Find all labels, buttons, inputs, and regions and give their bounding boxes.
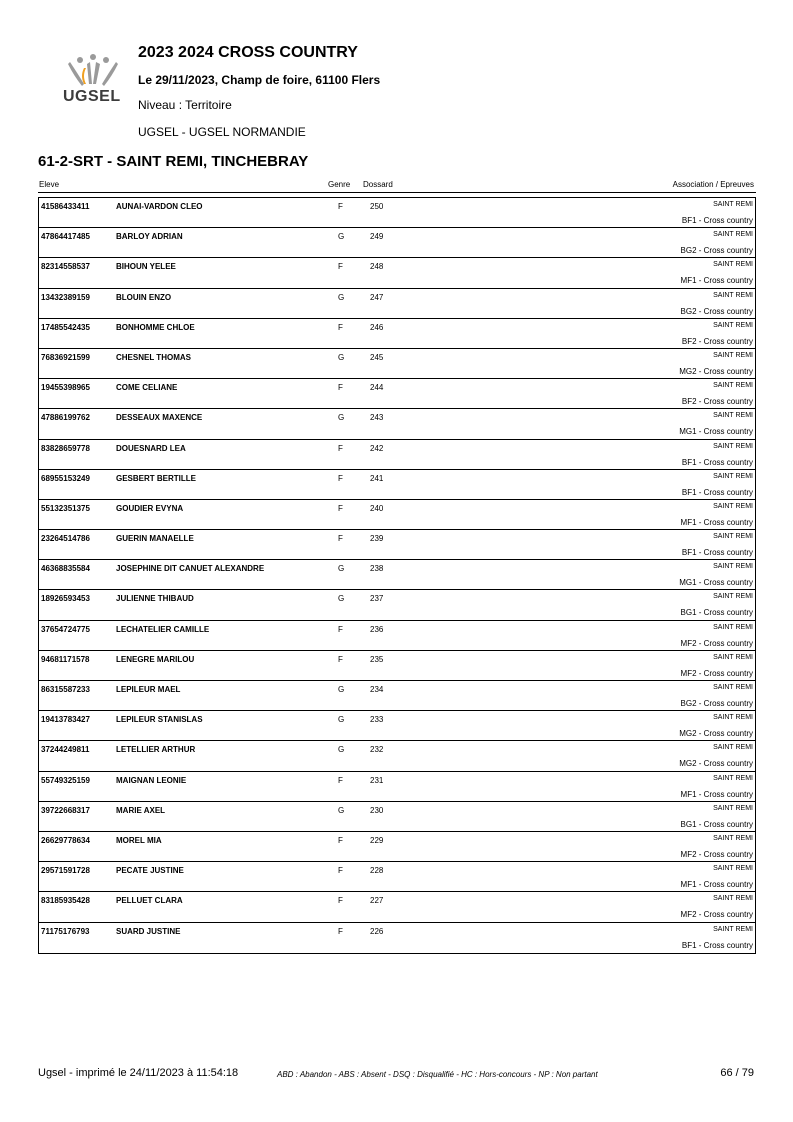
student-id: 71175176793 [41, 926, 90, 936]
table-row [39, 289, 755, 319]
table-row [39, 470, 755, 500]
student-name: LENEGRE MARILOU [116, 654, 195, 664]
student-event: BF1 - Cross country [681, 457, 753, 467]
student-name: MARIE AXEL [116, 805, 166, 815]
student-genre: F [338, 383, 343, 393]
student-event: MF1 - Cross country [680, 880, 753, 890]
student-dossard: 241 [370, 473, 384, 483]
logo-text: UGSEL [63, 88, 121, 105]
student-association: SAINT REMI [713, 533, 753, 541]
student-id: 18926593453 [41, 594, 90, 604]
event-date-place: Le 29/11/2023, Champ de foire, 61100 Flers [138, 73, 381, 87]
student-id: 23264514786 [41, 534, 90, 544]
student-name: DESSEAUX MAXENCE [116, 413, 203, 423]
student-event: MG1 - Cross country [679, 427, 753, 437]
student-name: GOUDIER EVYNA [116, 503, 184, 513]
student-id: 26629778634 [41, 835, 90, 845]
student-id: 76836921599 [41, 352, 90, 362]
student-id: 94681171578 [41, 654, 90, 664]
table-row [39, 530, 755, 560]
student-name: MAIGNAN LEONIE [116, 775, 187, 785]
student-event: BG2 - Cross country [680, 306, 753, 316]
student-event: BF2 - Cross country [681, 336, 753, 346]
student-name: PECATE JUSTINE [116, 866, 184, 876]
student-event: BG2 - Cross country [680, 699, 753, 708]
student-event: MF2 - Cross country [680, 638, 753, 648]
student-name: LECHATELIER CAMILLE [116, 624, 210, 634]
student-event: BG1 - Cross country [680, 819, 753, 829]
student-id: 13432389159 [41, 292, 90, 302]
student-association: SAINT REMI [713, 412, 753, 420]
student-association: SAINT REMI [713, 231, 753, 239]
student-event: BF1 - Cross country [681, 216, 753, 225]
footer-printed: Ugsel - imprimé le 24/11/2023 à 11:54:18 [38, 1067, 239, 1079]
student-association: SAINT REMI [713, 351, 753, 359]
student-event: MF2 - Cross country [680, 849, 753, 859]
table-row [39, 379, 755, 409]
student-name: SUARD JUSTINE [116, 926, 181, 936]
student-id: 17485542435 [41, 322, 90, 332]
student-association: SAINT REMI [713, 201, 753, 208]
student-dossard: 240 [370, 503, 384, 513]
student-id: 55749325159 [41, 775, 90, 785]
student-id: 47864417485 [41, 232, 90, 242]
student-dossard: 246 [370, 322, 384, 332]
student-dossard: 243 [370, 413, 384, 423]
student-genre: F [338, 896, 343, 906]
table-row [39, 349, 755, 379]
student-dossard: 234 [370, 685, 384, 694]
student-genre: F [338, 624, 343, 634]
table-row [39, 772, 755, 802]
participants-table [38, 197, 756, 954]
student-id: 68955153249 [41, 473, 90, 483]
table-row [39, 440, 755, 470]
student-id: 41586433411 [41, 202, 90, 211]
student-association: SAINT REMI [713, 925, 753, 933]
student-genre: F [338, 534, 343, 544]
student-event: MG1 - Cross country [679, 578, 753, 588]
student-association: SAINT REMI [713, 684, 753, 691]
student-genre: G [338, 594, 345, 604]
student-dossard: 242 [370, 443, 384, 453]
student-id: 29571591728 [41, 866, 90, 876]
student-association: SAINT REMI [713, 442, 753, 450]
student-association: SAINT REMI [713, 321, 753, 329]
student-event: BG1 - Cross country [680, 608, 753, 618]
table-row [39, 681, 755, 711]
student-id: 55132351375 [41, 503, 90, 513]
student-name: CHESNEL THOMAS [116, 352, 191, 362]
student-dossard: 236 [370, 624, 384, 634]
student-dossard: 239 [370, 534, 384, 544]
student-id: 83185935428 [41, 896, 90, 906]
student-event: BF1 - Cross country [681, 940, 753, 950]
student-association: SAINT REMI [713, 623, 753, 631]
student-association: SAINT REMI [713, 714, 753, 722]
student-event: MF1 - Cross country [680, 517, 753, 527]
student-name: COME CELIANE [116, 383, 178, 393]
student-genre: G [338, 805, 345, 815]
table-row [39, 621, 755, 651]
student-name: BLOUIN ENZO [116, 292, 172, 302]
school-title: 61-2-SRT - SAINT REMI, TINCHEBRAY [38, 153, 309, 170]
table-row [39, 319, 755, 349]
student-association: SAINT REMI [713, 382, 753, 390]
student-id: 83828659778 [41, 443, 90, 453]
table-row [39, 198, 755, 228]
student-genre: F [338, 443, 343, 453]
footer-legend: ABD : Abandon - ABS : Absent - DSQ : Disqualifié - HC : Hors-concours - NP : Non partant [277, 1070, 598, 1079]
student-association: SAINT REMI [713, 774, 753, 782]
student-name: JULIENNE THIBAUD [116, 594, 194, 604]
student-dossard: 248 [370, 262, 384, 272]
student-association: SAINT REMI [713, 804, 753, 812]
student-event: BF1 - Cross country [681, 548, 753, 558]
student-dossard: 237 [370, 594, 384, 604]
student-id: 39722668317 [41, 805, 90, 815]
student-dossard: 250 [370, 202, 384, 211]
table-row [39, 923, 755, 953]
student-genre: F [338, 473, 343, 483]
student-id: 19413783427 [41, 715, 90, 725]
student-genre: G [338, 232, 345, 242]
table-row [39, 258, 755, 288]
student-dossard: 244 [370, 383, 384, 393]
student-association: SAINT REMI [713, 261, 753, 269]
col-header-association: Association / Epreuves [672, 180, 754, 189]
student-name: JOSEPHINE DIT CANUET ALEXANDRE [116, 564, 265, 574]
student-id: 19455398965 [41, 383, 90, 393]
student-event: MG2 - Cross country [679, 366, 753, 376]
col-header-genre: Genre [328, 180, 351, 189]
student-event: BG2 - Cross country [680, 246, 753, 256]
student-dossard: 233 [370, 715, 384, 725]
student-name: BIHOUN YELEE [116, 262, 176, 272]
student-association: SAINT REMI [713, 563, 753, 571]
col-header-eleve: Eleve [39, 180, 60, 189]
student-name: LEPILEUR STANISLAS [116, 715, 203, 725]
table-row [39, 409, 755, 439]
student-name: GESBERT BERTILLE [116, 473, 197, 483]
student-event: MG2 - Cross country [679, 729, 753, 739]
table-row [39, 741, 755, 771]
student-association: SAINT REMI [713, 895, 753, 903]
table-row [39, 590, 755, 620]
student-id: 37244249811 [41, 745, 90, 755]
col-header-dossard: Dossard [363, 180, 393, 189]
student-event: MF2 - Cross country [680, 668, 753, 678]
student-event: MF2 - Cross country [680, 910, 753, 920]
student-dossard: 235 [370, 654, 384, 664]
student-genre: G [338, 292, 345, 302]
student-dossard: 231 [370, 775, 384, 785]
student-event: BF2 - Cross country [681, 397, 753, 407]
student-name: PELLUET CLARA [116, 896, 183, 906]
student-dossard: 229 [370, 835, 384, 845]
student-name: GUERIN MANAELLE [116, 534, 194, 544]
student-dossard: 238 [370, 564, 384, 574]
table-row [39, 500, 755, 530]
table-row [39, 228, 755, 258]
student-association: SAINT REMI [713, 834, 753, 842]
student-genre: G [338, 413, 345, 423]
student-dossard: 227 [370, 896, 384, 906]
student-name: AUNAI-VARDON CLEO [116, 202, 203, 211]
student-dossard: 232 [370, 745, 384, 755]
student-genre: G [338, 352, 345, 362]
event-organization: UGSEL - UGSEL NORMANDIE [138, 125, 306, 139]
event-level: Niveau : Territoire [138, 98, 232, 112]
student-dossard: 228 [370, 866, 384, 876]
student-genre: F [338, 926, 343, 936]
event-title: 2023 2024 CROSS COUNTRY [138, 44, 358, 61]
student-event: MG2 - Cross country [679, 759, 753, 769]
student-id: 82314558537 [41, 262, 90, 272]
student-dossard: 245 [370, 352, 384, 362]
student-association: SAINT REMI [713, 865, 753, 873]
student-name: LEPILEUR MAEL [116, 685, 181, 694]
table-row [39, 560, 755, 590]
table-row [39, 862, 755, 892]
student-dossard: 249 [370, 232, 384, 242]
student-id: 86315587233 [41, 685, 90, 694]
table-row [39, 711, 755, 741]
student-id: 47886199762 [41, 413, 90, 423]
student-name: LETELLIER ARTHUR [116, 745, 196, 755]
student-id: 46368835584 [41, 564, 90, 574]
student-association: SAINT REMI [713, 653, 753, 661]
student-genre: F [338, 866, 343, 876]
student-genre: F [338, 262, 343, 272]
table-row [39, 651, 755, 681]
student-id: 37654724775 [41, 624, 90, 634]
student-dossard: 226 [370, 926, 384, 936]
student-name: BONHOMME CHLOE [116, 322, 195, 332]
student-genre: F [338, 775, 343, 785]
student-genre: F [338, 654, 343, 664]
student-event: BF1 - Cross country [681, 487, 753, 497]
student-association: SAINT REMI [713, 593, 753, 601]
student-event: MF1 - Cross country [680, 276, 753, 286]
student-genre: F [338, 202, 343, 211]
student-genre: F [338, 835, 343, 845]
student-association: SAINT REMI [713, 291, 753, 299]
student-dossard: 230 [370, 805, 384, 815]
student-name: BARLOY ADRIAN [116, 232, 183, 242]
page-number: 66 / 79 [720, 1067, 754, 1079]
student-genre: G [338, 564, 345, 574]
student-genre: G [338, 715, 345, 725]
table-row [39, 892, 755, 922]
student-name: DOUESNARD LEA [116, 443, 186, 453]
student-association: SAINT REMI [713, 472, 753, 480]
student-event: MF1 - Cross country [680, 789, 753, 799]
student-genre: F [338, 503, 343, 513]
student-association: SAINT REMI [713, 744, 753, 752]
student-dossard: 247 [370, 292, 384, 302]
student-name: MOREL MIA [116, 835, 162, 845]
student-association: SAINT REMI [713, 502, 753, 510]
table-row [39, 802, 755, 832]
student-genre: G [338, 685, 345, 694]
student-genre: F [338, 322, 343, 332]
table-row [39, 832, 755, 862]
student-genre: G [338, 745, 345, 755]
header-divider [38, 192, 756, 193]
